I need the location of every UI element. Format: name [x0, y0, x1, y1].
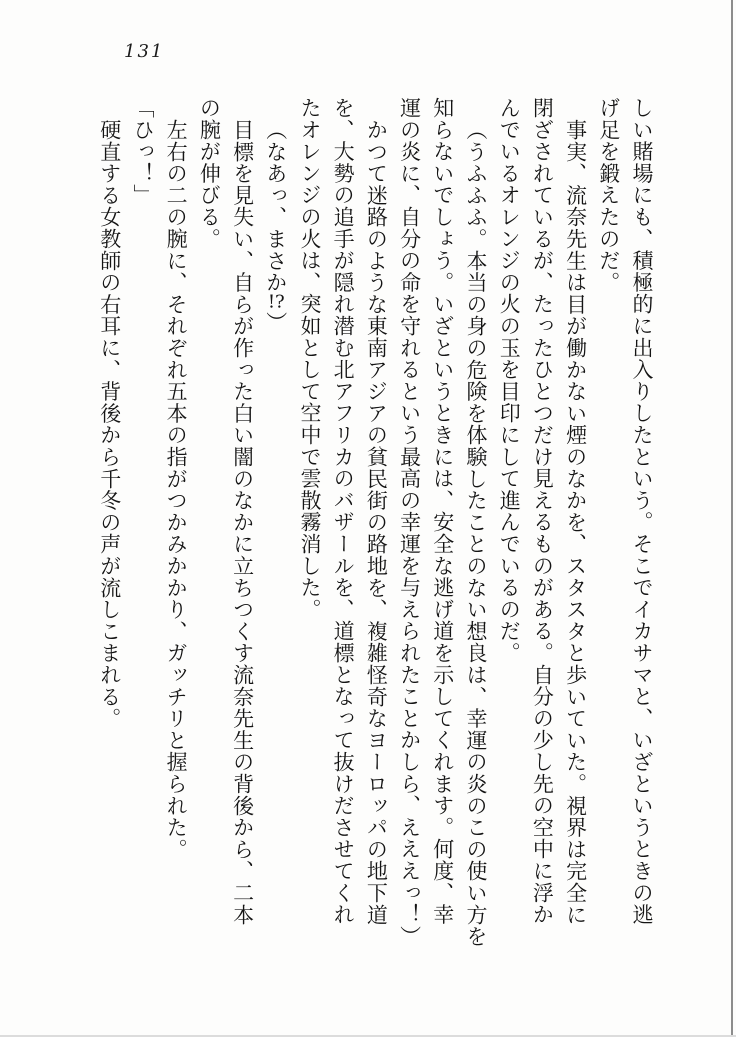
text-line: 知らないでしょう。いざというときには、安全な逃げ道を示してくれます。何度、幸 — [430, 97, 455, 926]
page-number: 131 — [124, 41, 165, 62]
text-line: 目標を見失い、自らが作った白い闇のなかに立ちつくす流奈先生の背後から、二本 — [230, 119, 255, 926]
text-line: （なあっ、まさか!?） — [263, 119, 288, 334]
text-line: んでいるオレンジの火の玉を目印にして進んでいるのだ。 — [497, 97, 522, 664]
text-line: 硬直する女教師の右耳に、背後から千冬の声が流しこまれる。 — [97, 119, 122, 730]
tatechuyoko-exclamation-question: !? — [267, 293, 285, 312]
text-line: （うふふふ。本当の身の危険を体験したことのない想良は、幸運の炎のこの使い方を — [463, 119, 488, 948]
text-line: 「ひっ！」 — [130, 97, 155, 206]
text-line: かつて迷路のような東南アジアの貧民街の路地を、複雑怪奇なヨーロッパの地下道 — [364, 119, 389, 926]
page-edge-line — [731, 0, 733, 1037]
text-line: 事実、流奈先生は目が働かない煙のなかを、スタスタと歩いていた。視界は完全に — [563, 119, 588, 926]
body-text-block — [93, 97, 658, 949]
text-line: たオレンジの火は、突如として空中で雲散霧消した。 — [297, 97, 322, 621]
text-line: を、大勢の追手が隠れ潜む北アフリカのバザールを、道標となって抜けださせてくれ — [331, 97, 356, 926]
text-line: 閉ざされているが、たったひとつだけ見えるものがある。自分の少し先の空中に浮か — [530, 97, 555, 926]
text-line: 左右の二の腕に、それぞれ五本の指がつかみかかり、ガッチリと握られた。 — [164, 119, 189, 861]
text-line: しい賭場にも、積極的に出入りしたという。そこでイカサマと、いざというときの逃 — [630, 97, 654, 926]
text-line: げ足を鍛えたのだ。 — [596, 97, 621, 294]
text-line: 運の炎に、自分の命を守れるという最高の幸運を与えられたことかしら、えええっ！） — [397, 97, 422, 948]
text-line: の腕が伸びる。 — [197, 97, 222, 250]
